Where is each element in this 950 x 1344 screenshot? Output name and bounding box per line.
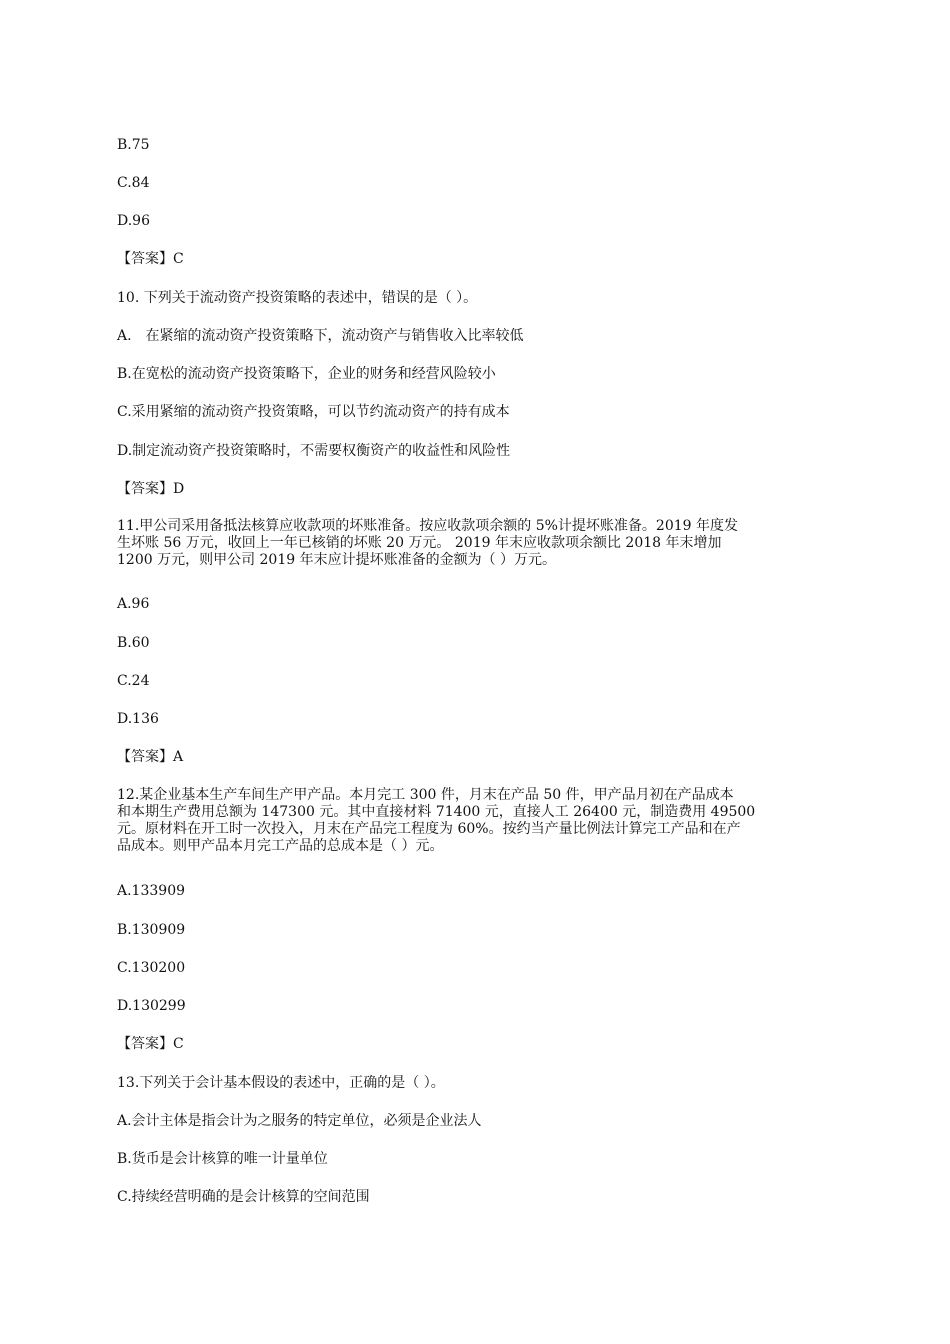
q10-option-d: D.制定流动资产投资策略时，不需要权衡资产的收益性和风险性 (117, 443, 511, 459)
q10-option-a: A. 在紧缩的流动资产投资策略下，流动资产与销售收入比率较低 (117, 328, 524, 344)
q9-option-c: C.84 (117, 175, 150, 191)
q12-stem-line-2: 和本期生产费用总额为 147300 元。其中直接材料 71400 元，直接人工 26400 元，制造费用 49500 (117, 804, 756, 820)
q12-stem-line-3: 元。原材料在开工时一次投入，月末在产品完工程度为 60%。按约当产量比例法计算完工产品和在产 (117, 821, 741, 837)
q11-answer: 【答案】A (117, 749, 184, 765)
q13-option-c: C.持续经营明确的是会计核算的空间范围 (117, 1189, 370, 1205)
q12-option-d: D.130299 (117, 998, 186, 1014)
q12-option-b: B.130909 (117, 922, 186, 938)
q10-option-b: B.在宽松的流动资产投资策略下，企业的财务和经营风险较小 (117, 366, 496, 382)
q11-option-a: A.96 (117, 596, 150, 612)
q10-stem: 10. 下列关于流动资产投资策略的表述中，错误的是（ ）。 (117, 290, 478, 306)
q11-option-c: C.24 (117, 673, 150, 689)
q9-option-d: D.96 (117, 213, 150, 229)
q11-stem (117, 518, 835, 569)
q13-option-b: B.货币是会计核算的唯一计量单位 (117, 1151, 328, 1167)
q13-option-a: A.会计主体是指会计为之服务的特定单位，必须是企业法人 (117, 1113, 482, 1129)
q10-answer: 【答案】D (117, 481, 185, 497)
q12-option-a: A.133909 (117, 883, 186, 899)
q12-answer: 【答案】C (117, 1036, 184, 1052)
q11-stem-line-2: 生坏账 56 万元，收回上一年已核销的坏账 20 万元。 2019 年末应收款项余额比 2018 年末增加 (117, 535, 722, 551)
q13-stem: 13.下列关于会计基本假设的表述中，正确的是（ ）。 (117, 1075, 445, 1091)
q12-stem (117, 787, 835, 855)
q10-option-c: C.采用紧缩的流动资产投资策略，可以节约流动资产的持有成本 (117, 404, 510, 420)
q9-answer: 【答案】C (117, 251, 184, 267)
q11-stem-line-3: 1200 万元，则甲公司 2019 年末应计提坏账准备的金额为（ ）万元。 (117, 552, 557, 568)
q12-stem-line-1: 12.某企业基本生产车间生产甲产品。本月完工 300 件，月末在产品 50 件，甲产品月初在产品成本 (117, 787, 734, 803)
q11-option-b: B.60 (117, 635, 150, 651)
q12-stem-line-4: 品成本。则甲产品本月完工产品的总成本是（ ）元。 (117, 838, 444, 854)
q12-option-c: C.130200 (117, 960, 186, 976)
q11-stem-line-1: 11.甲公司采用备抵法核算应收款项的坏账准备。按应收款项余额的 5%计提坏账准备。2019 年度发 (117, 518, 739, 534)
q11-option-d: D.136 (117, 711, 159, 727)
q9-option-b: B.75 (117, 137, 150, 153)
